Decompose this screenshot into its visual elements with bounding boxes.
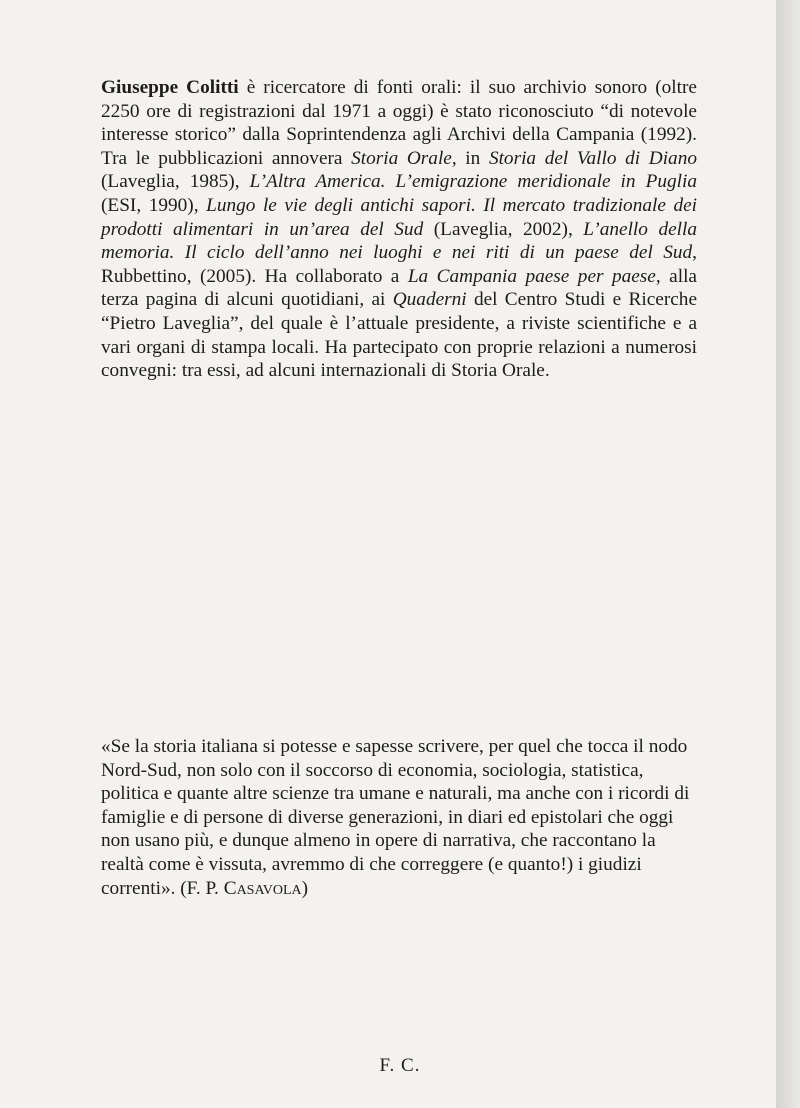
biography-text-run: (ESI, 1990),	[101, 194, 207, 216]
quotation-text: «Se la storia italiana si potesse e sapesse scrivere, per quel che tocca il nodo Nord-Sud, non solo con il soccorso di economia, sociologia, statistica, politica e quante altre scienze tra umane e naturali, ma anche con i ricordi di famiglie e di persone di diverse generazioni, in diari ed epistolari che oggi non usano più, e dunque almeno in opere di narrativa, che raccontano la realtà come è vissuta, avremmo di che correggere (e quanto!) i giudizi correnti». (F. P.	[101, 736, 690, 899]
biography-title-italic: La Campania paese per paese	[407, 265, 656, 287]
biography-title-italic: L’Altra America. L’emigrazione meridionale in Puglia	[249, 171, 698, 193]
page-edge-shadow	[776, 0, 800, 1108]
quotation-closing: )	[301, 877, 309, 899]
biography-text-run: , alla terza pagina di alcuni quotidiani, ai	[101, 265, 697, 311]
biography-text-run: (Laveglia, 1985),	[101, 171, 250, 193]
quotation	[101, 735, 701, 900]
author-name: Giuseppe Colitti	[101, 77, 239, 98]
biography-text-run: , in	[451, 147, 489, 169]
quotation-author-surname: Casavola	[223, 877, 302, 899]
biography-text-run: , Rubbettino, (2005). Ha collaborato a	[101, 242, 697, 287]
biography-text	[101, 77, 697, 381]
biography-title-italic: Quaderni	[392, 289, 467, 311]
biography-title-italic: Storia del Vallo di Diano	[488, 147, 697, 169]
page-initials: F. C.	[379, 1055, 421, 1076]
biography-text-run: (Laveglia, 2002),	[423, 218, 584, 240]
biography-text-run: del Centro Studi e Ricerche “Pietro Laveglia”, del quale è l’attuale presidente, a riviste scientifiche e a vari organi di stampa locali. Ha partecipato con proprie relazioni a numerosi convegni: tra essi, ad alcuni internazionali di Storia Orale.	[101, 289, 697, 382]
biography-title-italic: Storia Orale	[351, 147, 452, 169]
biography-text-run: è ricercatore di fonti orali: il suo archivio sonoro (oltre 2250 ore di registrazioni dal 1971 a oggi) è stato riconosciuto “di notevole interesse storico” dalla Soprintendenza agli Archivi della Campania (1992). Tra le pubblicazioni annovera	[101, 77, 697, 169]
biography-title-italic: Lungo le vie degli antichi sapori. Il mercato tradizionale dei prodotti alimentari in un’area del Sud	[101, 194, 698, 240]
biography-title-italic: L’anello della memoria. Il ciclo dell’anno nei luoghi e nei riti di un paese del Sud	[101, 218, 698, 264]
author-biography	[101, 76, 697, 383]
